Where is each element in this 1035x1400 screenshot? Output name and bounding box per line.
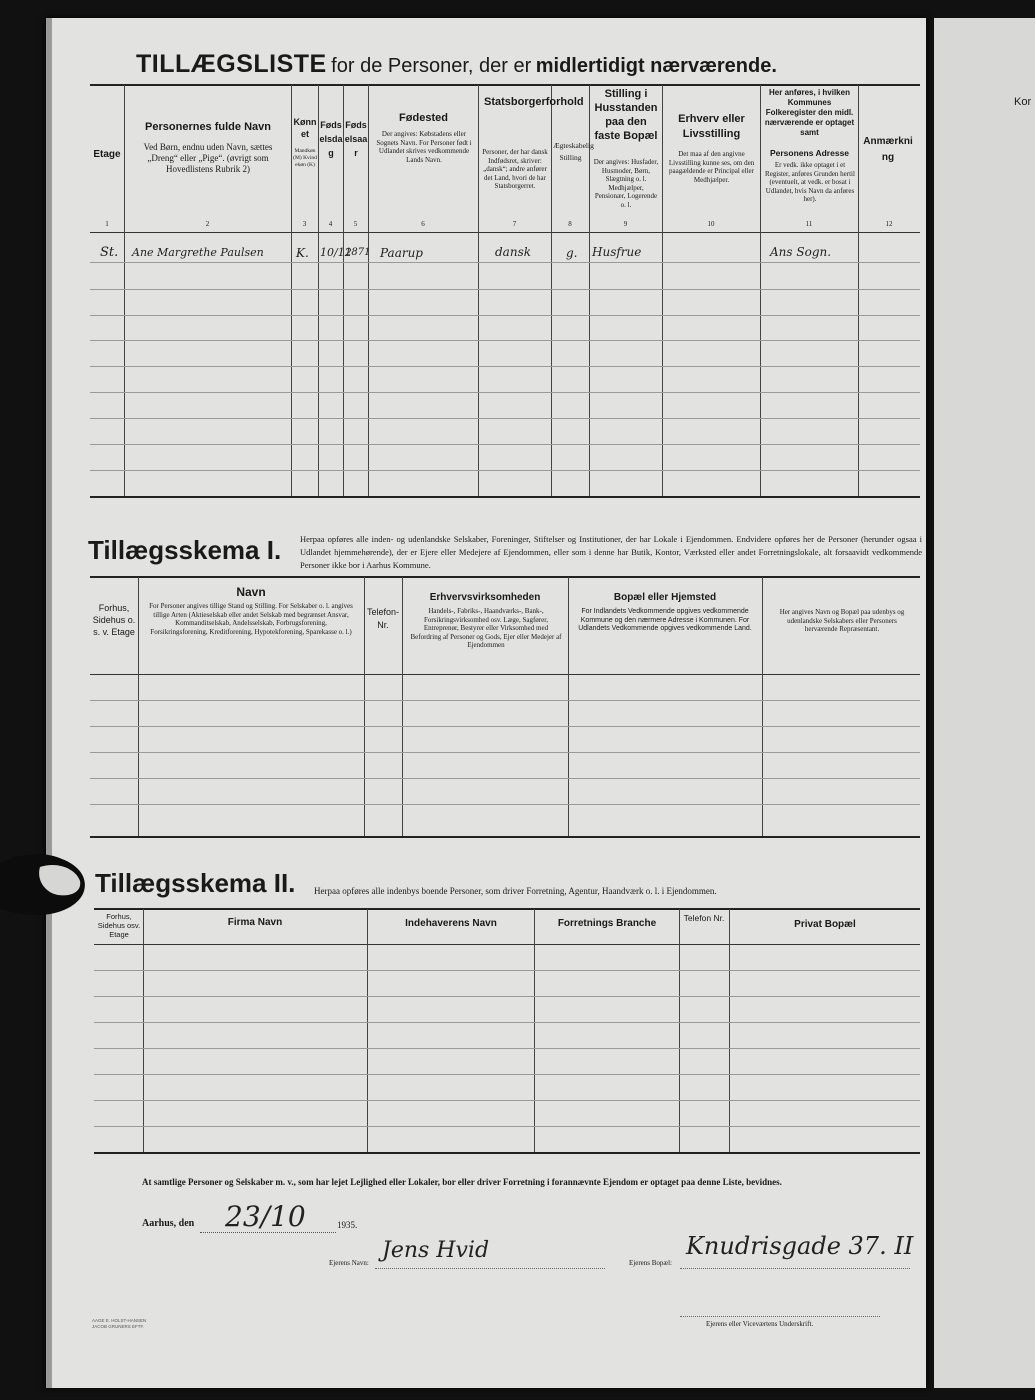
col-aegt-head: Ægteskabelig Stilling (553, 141, 594, 162)
col-navn-head: Personernes fulde Navn (145, 121, 271, 133)
col-divider (478, 85, 479, 496)
cell-dag: 10/12 (320, 246, 352, 259)
cell-navn: Ane Margrethe Paulsen (132, 246, 264, 259)
col-divider (138, 577, 139, 836)
col-number: 4 (328, 220, 333, 228)
cell-fodested: Paarup (380, 246, 423, 260)
col-stats-head: Statsborgerforhold (484, 96, 584, 108)
col-stats-sub: Personer, der har dansk Indfødsret, skriver: „dansk“; andre anfører det Land, hvori de har Statsborgerret. (482, 148, 548, 190)
col-divider (729, 909, 730, 1152)
col-aar-head: Fødselsaar (344, 120, 368, 158)
title-main: TILLÆGSLISTE (136, 50, 327, 78)
col-erhverv-sub: Det maa af den angivne Livsstilling kunne ses, om den paagældende er Principal eller Medhjælper. (668, 150, 755, 184)
page-title (136, 50, 896, 79)
s1-title: Tillægsskema I. (88, 535, 282, 565)
printer-mark: AAGE E. HOLST-HANSEN JACOB GRUNERS EFTF. (92, 1318, 147, 1329)
col-etage-head: Etage (93, 149, 121, 160)
col-number: 8 (568, 220, 572, 228)
cell-stats: dansk (495, 245, 531, 259)
col-number: 10 (707, 220, 715, 228)
owner-label: Ejerens Navn: (329, 1259, 369, 1267)
col-divider (368, 85, 369, 496)
city-label: Aarhus, den (142, 1218, 195, 1229)
col-number: 1 (105, 220, 109, 228)
address-label: Ejerens Bopæl: (629, 1259, 672, 1267)
title-bold: midlertidigt nærværende. (535, 55, 777, 77)
col-stilling-sub: Der angives: Husfader, Husmoder, Børn, Slægtning o. l. Medhjælper, Pensionær, Logerende o. l. (593, 158, 659, 209)
s1-col-bopael-sub: For Indlandets Vedkommende opgives vedkommende Kommune og den nærmere Adresse i Kommunen. For Udlandets Vedkommende opgives vedkommende Land. (578, 608, 752, 632)
col-koen-sub: Mandkøn (M) Kvindekøn (K) (293, 148, 317, 168)
s2-col-telefon: Telefon Nr. (683, 913, 725, 923)
s2-col-indehaver: Indehaverens Navn (405, 918, 497, 929)
col-number: 7 (512, 220, 517, 228)
signature-label: Ejerens eller Viceværtens Underskrift. (706, 1320, 814, 1328)
col-divider (402, 577, 403, 836)
col-number: 11 (805, 220, 813, 228)
s1-col-etage: Forhus, Sidehus o. s. v. Etage (92, 603, 136, 637)
s2-col-firma: Firma Navn (227, 917, 283, 928)
col-number: 12 (885, 220, 893, 228)
col-divider (364, 577, 365, 836)
s2-col-branche: Forretnings Branche (557, 918, 657, 929)
col-number: 5 (353, 220, 358, 228)
owner-address: Knudrisgade 37. II (686, 1232, 914, 1260)
s1-col-repr-sub: Her angives Navn og Bopæl paa udenbys og udenlandske Selskabers eller Personers herværende Repræsentant. (779, 608, 905, 633)
cell-aar: 1871 (345, 247, 371, 258)
col-koen-head: Kønnet (293, 117, 317, 139)
s2-title: Tillægsskema II. (95, 868, 296, 898)
cell-etage: St. (100, 245, 119, 260)
s1-col-erhverv-head: Erhvervsvirksomheden (429, 592, 541, 603)
col-divider (762, 577, 763, 836)
attestation-text: At samtlige Personer og Selskaber m. v., som har lejet Lejlighed eller Lokaler, bor eller driver Forretning i forannævnte Ejendom er optaget paa denne Liste, bevidnes. (142, 1177, 782, 1187)
s1-col-navn-sub: For Personer angives tillige Stand og Stilling. For Selskaber o. l. angives tillige Arten (Aktieselskab eller andet Selskab med begrænset Ansvar, Kommanditselskab, Andelsselskab, Forbrugsforening, Forsikringsforening, Kreditforening, Hypotekforening, Sparekasse o. l.) (149, 602, 353, 636)
col-divider (760, 85, 761, 496)
col-stilling-head: Stilling i Husstanden paa den faste Bopæl (594, 88, 658, 142)
s2-col-etage: Forhus, Sidehus osv. Etage (97, 912, 141, 939)
col-divider (124, 85, 125, 496)
s2-col-bopael: Privat Bopæl (794, 919, 856, 930)
col-divider (568, 577, 569, 836)
col-number: 9 (623, 220, 628, 228)
col-erhverv-head: Erhverv eller Livsstilling (678, 113, 745, 140)
cell-koen: K. (296, 246, 309, 260)
col-number: 6 (421, 220, 425, 228)
s2-intro: Herpaa opføres alle indenbys boende Personer, som driver Forretning, Agentur, Haandværk o. l. i Ejendommen. (314, 886, 717, 896)
s1-col-telefon: Telefon-Nr. (366, 607, 400, 630)
s1-col-bopael-head: Bopæl eller Hjemsted (613, 592, 717, 603)
s1-col-navn-head: Navn (236, 585, 266, 599)
col-dag-head: Fødselsdag (319, 120, 343, 158)
adjacent-page-text: Kor (1014, 96, 1032, 108)
date-handwritten: 23/10 (225, 1200, 306, 1233)
cell-aegt: g. (566, 246, 578, 260)
col-adresse-sub: Her anføres, i hvilken Kommunes Folkeregister den midl. nærværende er optaget samt (764, 88, 855, 137)
cell-adresse: Ans Sogn. (770, 245, 832, 259)
cell-stilling: Husfrue (592, 245, 642, 259)
col-number: 3 (302, 220, 307, 228)
table-top-rule (90, 84, 920, 86)
col-fodested-head: Fødested (399, 112, 448, 124)
col-anm-head: Anmærkning (863, 136, 913, 163)
col-adresse-head: Personens Adresse (769, 148, 850, 158)
adjacent-page (934, 18, 1035, 1388)
page-binding (46, 18, 52, 1388)
s1-intro: Herpaa opføres alle inden- og udenlandske Selskaber, Foreninger, Stiftelser og Institutioner, der har Lokale i Ejendommen. Endvidere opføres her de Personer (herunder ogsaa i Udlandet hjemmehørende), der er Ejere eller Medejere af Ejendommen, eller som i denne har Butik, Kontor, Værksted eller andet Forretningslokale, alt forsaavidt vedkommende Personer ikke bor i Aarhus Kommune. (300, 534, 922, 570)
header-bottom-rule (90, 232, 920, 233)
col-divider (291, 85, 292, 496)
title-rest: for de Personer, der er (331, 55, 532, 77)
col-adresse-sub2: Er vedk. ikke optaget i et Register, anføres Grunden hertil (eventuelt, at vedk. er bosat i Udlandet, hvis Navn da anføres her). (765, 161, 855, 203)
col-divider (858, 85, 859, 496)
s1-col-erhverv-sub: Handels-, Fabriks-, Haandværks-, Bank-, Forsikringsvirksomhed osv. Læge, Sagfører, Entreprenør, Bestyrer eller Virksomhed med Befordring af Personer og Gods, Ejer eller Medejer af Ejendommen (410, 607, 562, 649)
finger-photo-artifact (0, 845, 95, 925)
owner-signature: Jens Hvid (382, 1238, 490, 1263)
table-bottom-rule (90, 496, 920, 498)
col-divider (551, 85, 552, 496)
col-number: 2 (205, 220, 210, 228)
col-divider (367, 909, 368, 1152)
col-fodested-sub: Der angives: Købstadens eller Sognets Navn. For Personer født i Udlandet skrives vedkommende Lands Navn. (376, 130, 472, 164)
col-divider (679, 909, 680, 1152)
year-text: 1935. (337, 1220, 358, 1230)
col-divider (662, 85, 663, 496)
col-navn-sub: Ved Børn, endnu uden Navn, sættes „Dreng“ eller „Pige“. (øvrigt som Hovedlistens Rubrik 2) (143, 142, 273, 174)
col-divider (143, 909, 144, 1152)
col-divider (534, 909, 535, 1152)
